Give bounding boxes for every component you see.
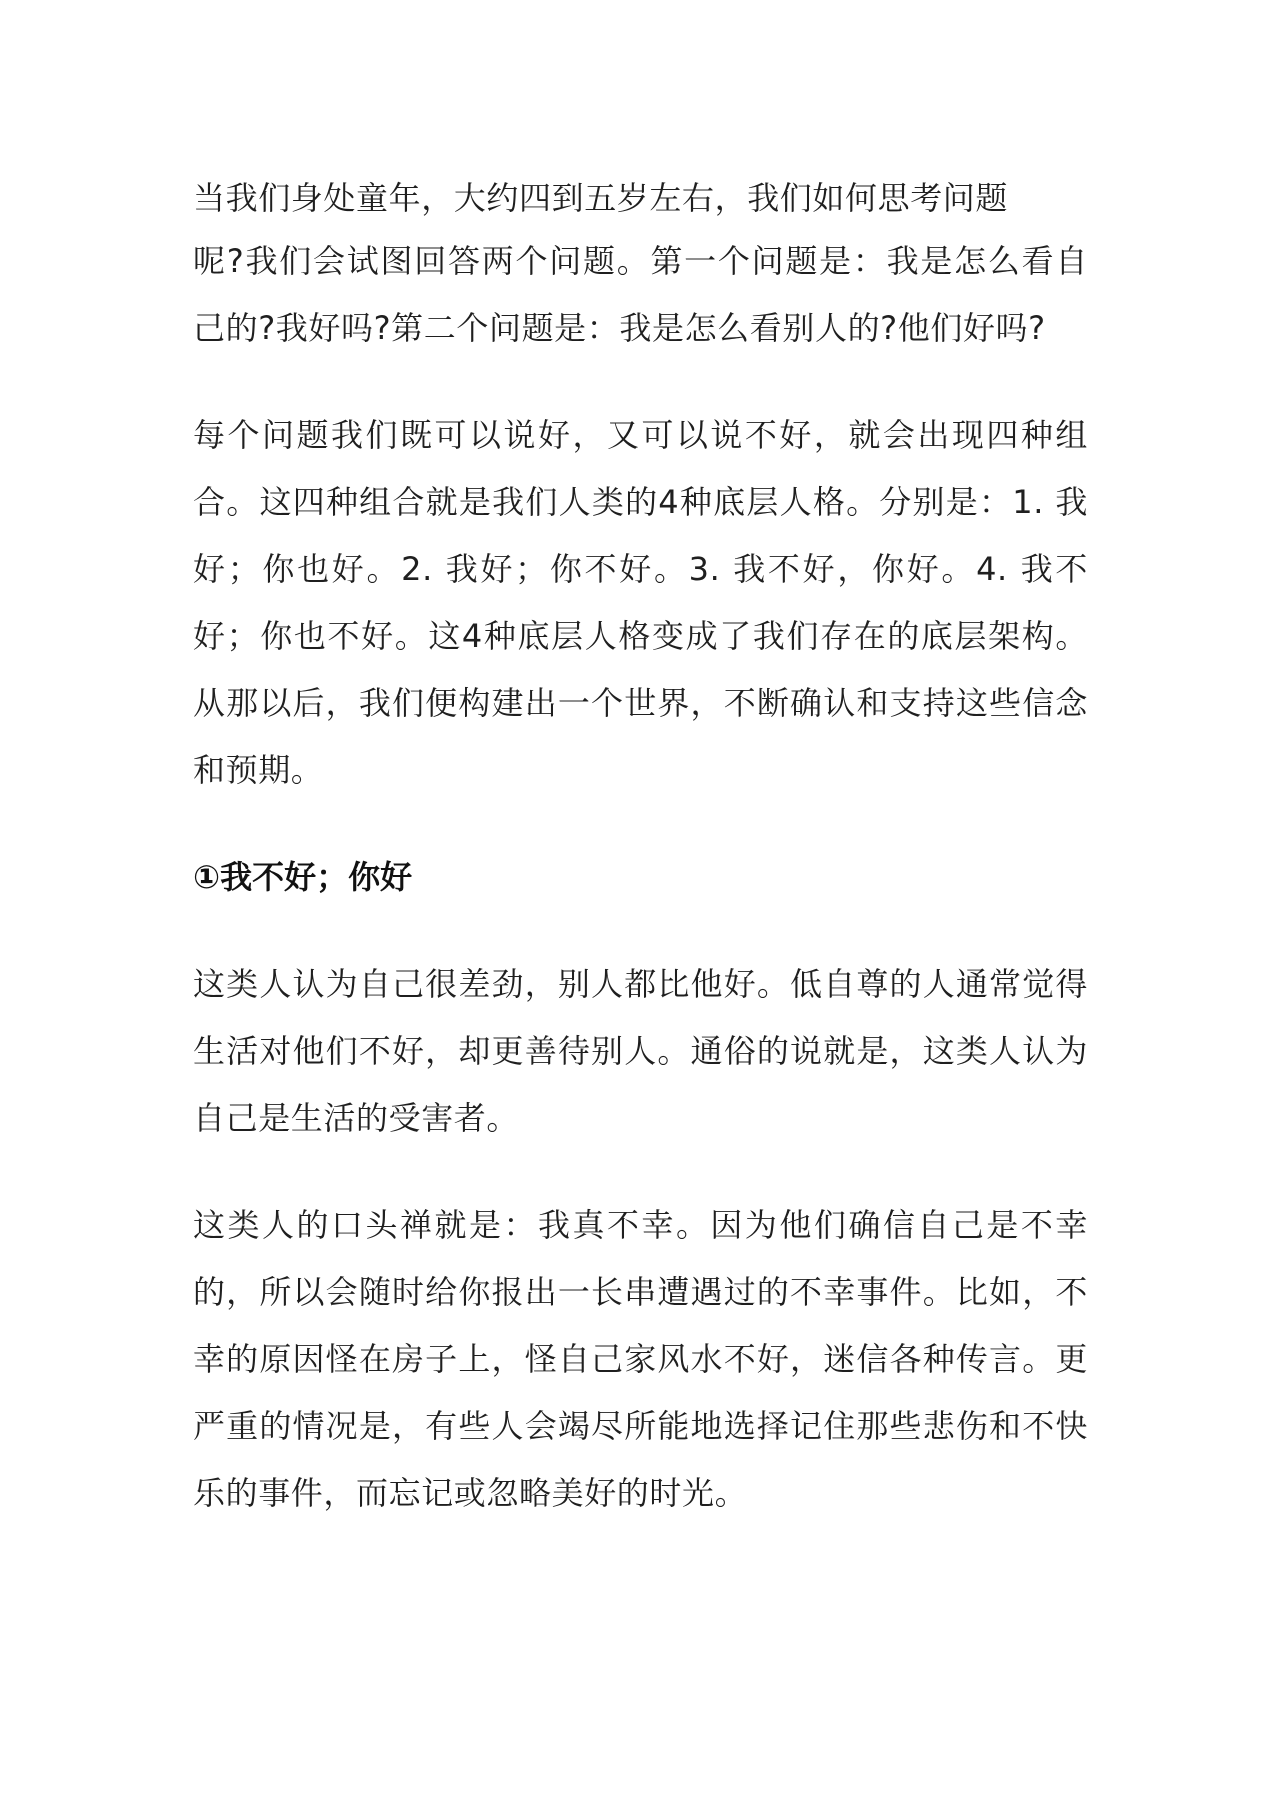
paragraph-four-personalities: 每个问题我们既可以说好，又可以说不好，就会出现四种组合。这四种组合就是我们人类的4种底层人格。分别是：1. 我好；你也好。2. 我好；你不好。3. 我不好，你好。4. 我不好；你也不好。这4种底层人格变成了我们存在的底层架构。从那以后，我们便构建出一个世界，不断确认和支持这些信念和预期。 [193,416,1088,789]
spacer [193,804,1088,844]
document-page [193,165,1088,1527]
paragraph-section-2: 这类人的口头禅就是：我真不幸。因为他们确信自己是不幸的，所以会随时给你报出一长串遭遇过的不幸事件。比如，不幸的原因怪在房子上，怪自己家风水不好，迷信各种传言。更严重的情况是，有些人会竭尽所能地选择记住那些悲伤和不快乐的事件，而忘记或忽略美好的时光。 [193,1206,1088,1512]
section-heading: ①我不好；你好 [193,858,413,896]
paragraph-intro-line: 当我们身处童年，大约四到五岁左右，我们如何思考问题 [193,179,1009,217]
spacer [193,911,1088,951]
paragraph-intro: 呢?我们会试图回答两个问题。第一个问题是：我是怎么看自己的?我好吗?第二个问题是：我是怎么看别人的?他们好吗? [193,242,1088,347]
paragraph-section-1: 这类人认为自己很差劲，别人都比他好。低自尊的人通常觉得生活对他们不好，却更善待别人。通俗的说就是，这类人认为自己是生活的受害者。 [193,965,1088,1137]
spacer [193,1152,1088,1192]
spacer [193,362,1088,402]
